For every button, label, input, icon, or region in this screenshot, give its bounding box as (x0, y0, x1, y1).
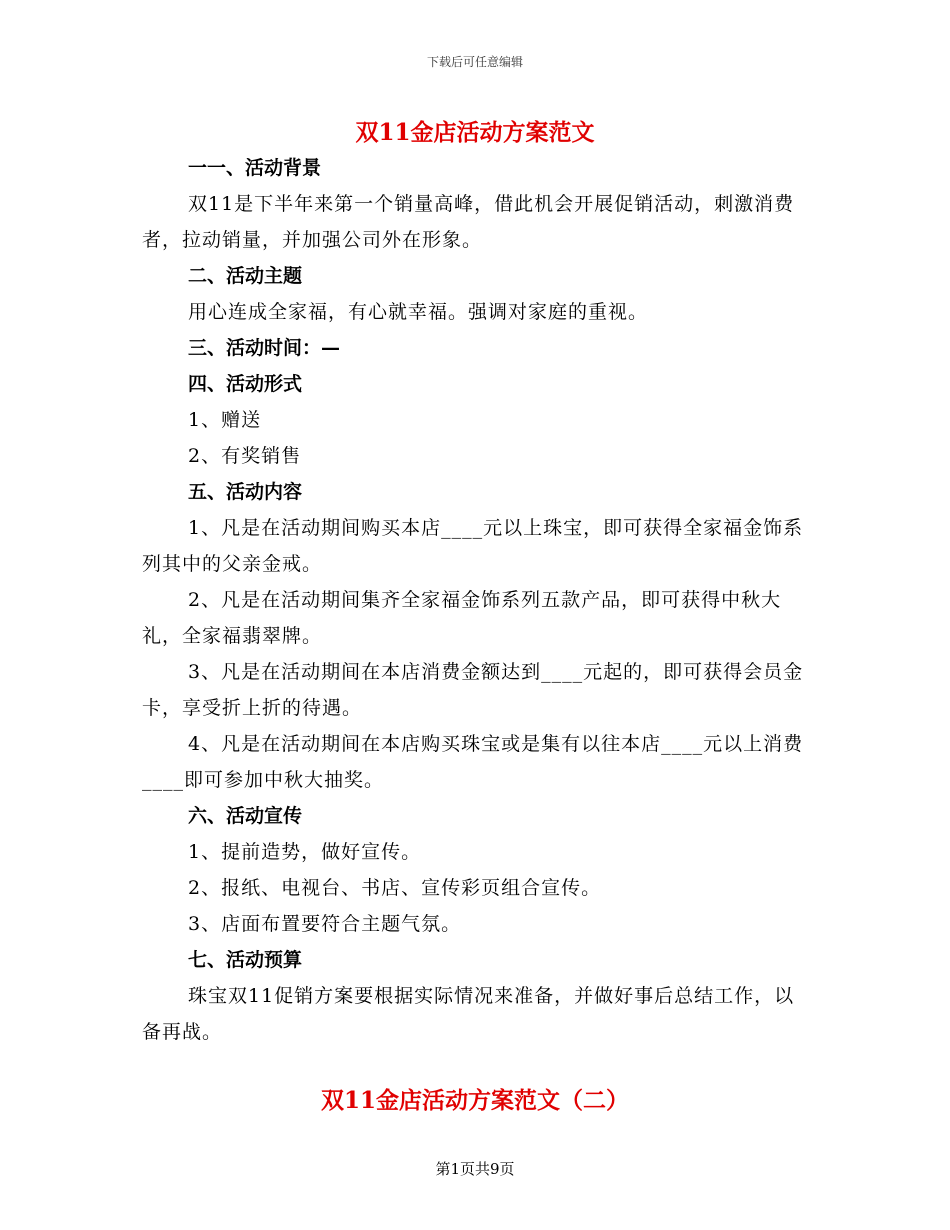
section-heading-theme: 二、活动主题 (188, 265, 303, 287)
document-title: 双11金店活动方案范文 (355, 119, 595, 146)
list-item-format-1: 1、赠送 (188, 409, 262, 431)
paragraph-content-3: 3、凡是在活动期间在本店消费金额达到____元起的，即可获得会员金卡，享受折上折的待遇。 (142, 661, 804, 719)
document-body (142, 150, 810, 1050)
paragraph-budget: 珠宝双11促销方案要根据实际情况来准备，并做好事后总结工作，以备再战。 (142, 985, 795, 1043)
paragraph-content-2: 2、凡是在活动期间集齐全家福金饰系列五款产品，即可获得中秋大礼，全家福翡翠牌。 (142, 589, 782, 647)
section-heading-background: 一一、活动背景 (188, 157, 322, 179)
section-heading-time: 三、活动时间：— (188, 337, 341, 359)
section-heading-format: 四、活动形式 (188, 373, 303, 395)
paragraph-content-1: 1、凡是在活动期间购买本店____元以上珠宝，即可获得全家福金饰系列其中的父亲金戒。 (142, 517, 804, 575)
page-number: 第1页共9页 (435, 1160, 515, 1178)
next-document-title: 双11金店活动方案范文（二） (320, 1087, 629, 1114)
list-item-promotion-1: 1、提前造势，做好宣传。 (188, 841, 422, 863)
paragraph-content-4: 4、凡是在活动期间在本店购买珠宝或是集有以往本店____元以上消费____即可参加中秋大抽奖。 (142, 733, 804, 791)
paragraph-theme: 用心连成全家福，有心就幸福。强调对家庭的重视。 (188, 301, 649, 323)
section-heading-budget: 七、活动预算 (188, 949, 303, 971)
page-header-note: 下载后可任意编辑 (426, 55, 523, 69)
list-item-promotion-3: 3、店面布置要符合主题气氛。 (188, 913, 462, 935)
list-item-format-2: 2、有奖销售 (188, 445, 302, 467)
section-heading-promotion: 六、活动宣传 (188, 805, 303, 827)
list-item-promotion-2: 2、报纸、电视台、书店、宣传彩页组合宣传。 (188, 877, 602, 899)
section-heading-content: 五、活动内容 (188, 481, 303, 503)
paragraph-background: 双11是下半年来第一个销量高峰，借此机会开展促销活动，刺激消费者，拉动销量，并加强公司外在形象。 (142, 193, 795, 251)
